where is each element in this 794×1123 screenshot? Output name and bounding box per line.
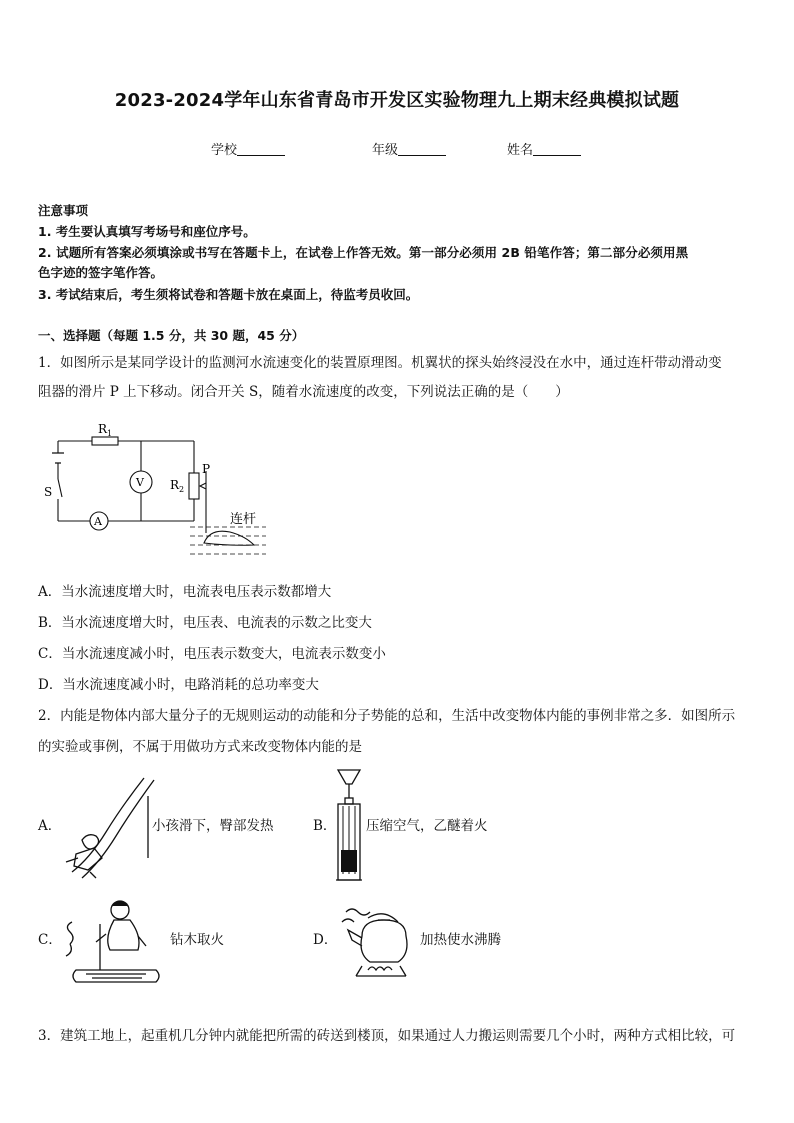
notice-heading: 注意事项 [38, 203, 89, 218]
question-2-line-2: 的实验或事例，不属于用做功方式来改变物体内能的是 [38, 739, 362, 755]
grade-label: 年级 [372, 143, 399, 158]
name-label: 姓名 [507, 143, 534, 158]
grade-blank[interactable] [398, 142, 446, 156]
r1-label: R [98, 422, 108, 436]
school-blank[interactable] [237, 142, 285, 156]
section-title: 一、选择题（每题 1.5 分，共 30 题，45 分） [38, 328, 305, 343]
q2-option-a-letter[interactable]: A． [38, 818, 62, 834]
r2-label: R [170, 478, 180, 492]
rod-label: 连杆 [230, 512, 257, 527]
drill-wood-illustration [62, 896, 170, 988]
school-label: 学校 [211, 143, 238, 158]
slider-p-label: P [202, 462, 211, 476]
school-field[interactable] [211, 139, 285, 158]
r2-sub: 2 [179, 485, 185, 494]
q1-option-a[interactable]: A．当水流速度增大时，电流表电压表示数都增大 [38, 584, 332, 600]
q2-option-d-text[interactable]: 加热使水沸腾 [420, 932, 501, 948]
q2-option-d-letter[interactable]: D． [313, 932, 338, 948]
question-2-line-1: 2．内能是物体内部大量分子的无规则运动的动能和分子势能的总和，生活中改变物体内能的事例非常之多．如图所示 [38, 708, 736, 724]
resistor-r1 [92, 437, 118, 445]
notice-item: 色字迹的签字笔作答。 [38, 265, 164, 280]
question-3-line-1: 3．建筑工地上，起重机几分钟内就能把所需的砖送到楼顶，如果通过人力搬运则需要几个小时，两种方式相比较，可 [38, 1028, 736, 1044]
page-title: 2023-2024学年山东省青岛市开发区实验物理九上期末经典模拟试题 [114, 90, 680, 111]
question-1-line-1: 1．如图所示是某同学设计的监测河水流速变化的装置原理图。机翼状的探头始终浸没在水中，通过连杆带动滑动变 [38, 355, 722, 371]
q2-option-c-text[interactable]: 钻木取火 [170, 932, 224, 948]
notice-item: 3. 考试结束后，考生须将试卷和答题卡放在桌面上，待监考员收回。 [38, 287, 419, 302]
q2-option-c-letter[interactable]: C． [38, 932, 62, 948]
q2-option-a-text[interactable]: 小孩滑下，臀部发热 [152, 818, 274, 834]
circuit-diagram [40, 415, 280, 570]
name-blank[interactable] [533, 142, 581, 156]
name-field[interactable] [507, 139, 581, 158]
slide-child-illustration [62, 776, 158, 882]
kettle-illustration [338, 906, 422, 978]
grade-field[interactable] [372, 139, 446, 158]
notice-item: 2. 试题所有答案必须填涂或书写在答题卡上，在试卷上作答无效。第一部分必须用 2B 铅笔作答；第二部分必须用黑 [38, 245, 689, 260]
q2-option-b-text[interactable]: 压缩空气，乙醚着火 [366, 818, 488, 834]
q1-option-c[interactable]: C．当水流速度减小时，电压表示数变大，电流表示数变小 [38, 646, 386, 662]
r1-sub: 1 [107, 429, 113, 438]
question-1-line-2: 阻器的滑片 P 上下移动。闭合开关 S，随着水流速度的改变，下列说法正确的是（ ） [38, 384, 569, 400]
voltmeter-v-label: V [136, 476, 144, 489]
switch-s-label: S [44, 485, 53, 499]
fire-syringe-illustration [332, 766, 366, 888]
notice-item: 1. 考生要认真填写考场号和座位序号。 [38, 224, 256, 239]
q2-option-b-letter[interactable]: B． [313, 818, 337, 834]
resistor-r2 [189, 473, 199, 499]
q1-option-b[interactable]: B．当水流速度增大时，电压表、电流表的示数之比变大 [38, 615, 372, 631]
q1-option-d[interactable]: D．当水流速度减小时，电路消耗的总功率变大 [38, 677, 319, 693]
ammeter-a-label: A [94, 515, 102, 528]
